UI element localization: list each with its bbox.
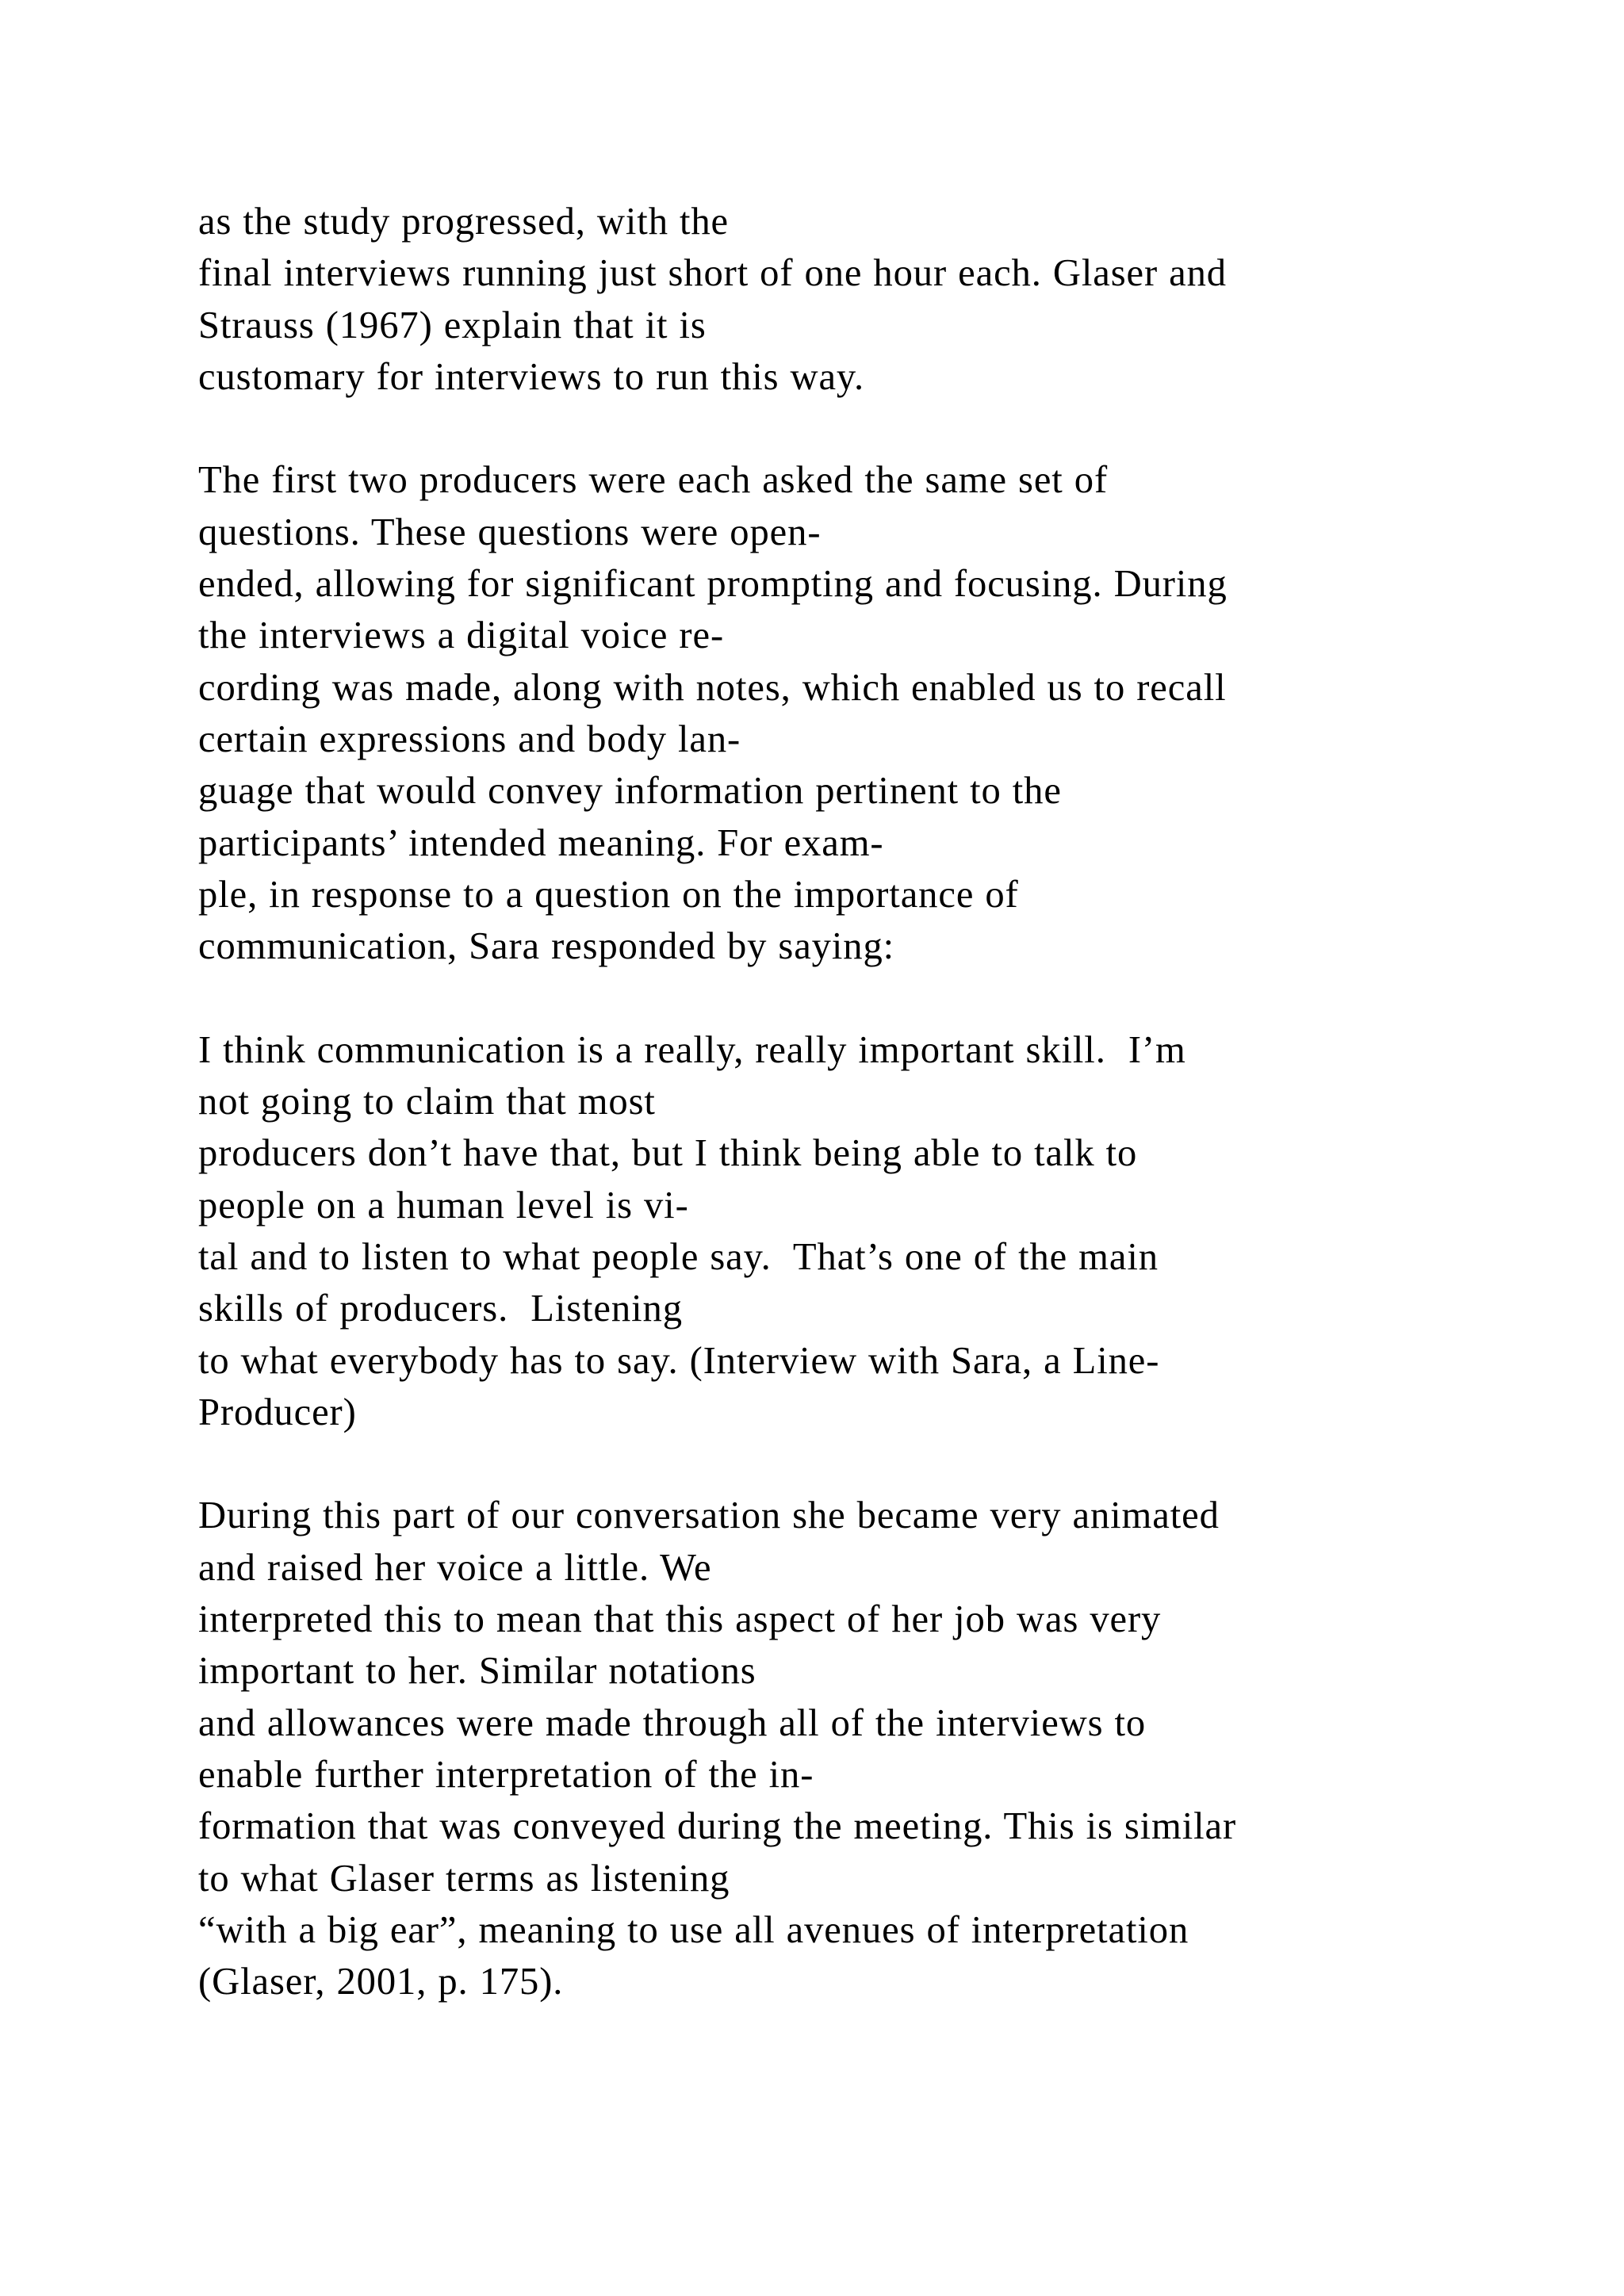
text-line: Producer)	[198, 1390, 357, 1433]
text-line: customary for interviews to run this way.	[198, 354, 865, 398]
text-line: guage that would convey information pertinent to the	[198, 769, 1062, 813]
paragraph	[198, 454, 1546, 972]
text-line: as the study progressed, with the	[198, 200, 730, 243]
text-line: to what everybody has to say. (Interview with Sara, a Line-	[198, 1338, 1160, 1382]
text-line: “with a big ear”, meaning to use all avenues of interpretation	[198, 1908, 1189, 1951]
text-line: During this part of our conversation she became very animated	[198, 1494, 1220, 1537]
text-line: ended, allowing for significant prompting and focusing. During	[198, 562, 1228, 606]
body-text	[198, 196, 1546, 2007]
paragraph	[198, 1024, 1546, 1438]
text-line: final interviews running just short of one hour each. Glaser and	[198, 251, 1227, 295]
text-line: communication, Sara responded by saying:	[198, 924, 895, 968]
paragraph-gap	[198, 403, 1546, 454]
text-line: The first two producers were each asked the same set of	[198, 458, 1109, 502]
text-line: cording was made, along with notes, which enabled us to recall	[198, 665, 1227, 709]
text-line: producers don’t have that, but I think being able to talk to	[198, 1131, 1138, 1175]
text-line: tal and to listen to what people say. That’s one of the main	[198, 1234, 1159, 1278]
text-line: and raised her voice a little. We	[198, 1545, 712, 1589]
text-line: to what Glaser terms as listening	[198, 1856, 730, 1900]
text-line: I think communication is a really, really important skill. I’m	[198, 1027, 1186, 1071]
text-line: formation that was conveyed during the meeting. This is similar	[198, 1804, 1237, 1848]
text-line: enable further interpretation of the in-	[198, 1752, 814, 1796]
paragraph	[198, 196, 1546, 403]
text-line: questions. These questions were open-	[198, 510, 822, 553]
text-line: (Glaser, 2001, p. 175).	[198, 1960, 564, 2003]
text-line: and allowances were made through all of the interviews to	[198, 1701, 1147, 1744]
text-line: Strauss (1967) explain that it is	[198, 303, 707, 346]
text-line: the interviews a digital voice re-	[198, 614, 725, 657]
text-line: interpreted this to mean that this aspect of her job was very	[198, 1598, 1162, 1641]
text-line: skills of producers. Listening	[198, 1287, 683, 1330]
paragraph-gap	[198, 972, 1546, 1024]
paragraph	[198, 1490, 1546, 2007]
text-line: certain expressions and body lan-	[198, 717, 741, 760]
text-line: people on a human level is vi-	[198, 1183, 689, 1226]
text-line: important to her. Similar notations	[198, 1649, 756, 1693]
text-line: ple, in response to a question on the importance of	[198, 872, 1019, 916]
text-line: participants’ intended meaning. For exam-	[198, 821, 884, 864]
text-line: not going to claim that most	[198, 1080, 656, 1123]
paragraph-gap	[198, 1438, 1546, 1490]
